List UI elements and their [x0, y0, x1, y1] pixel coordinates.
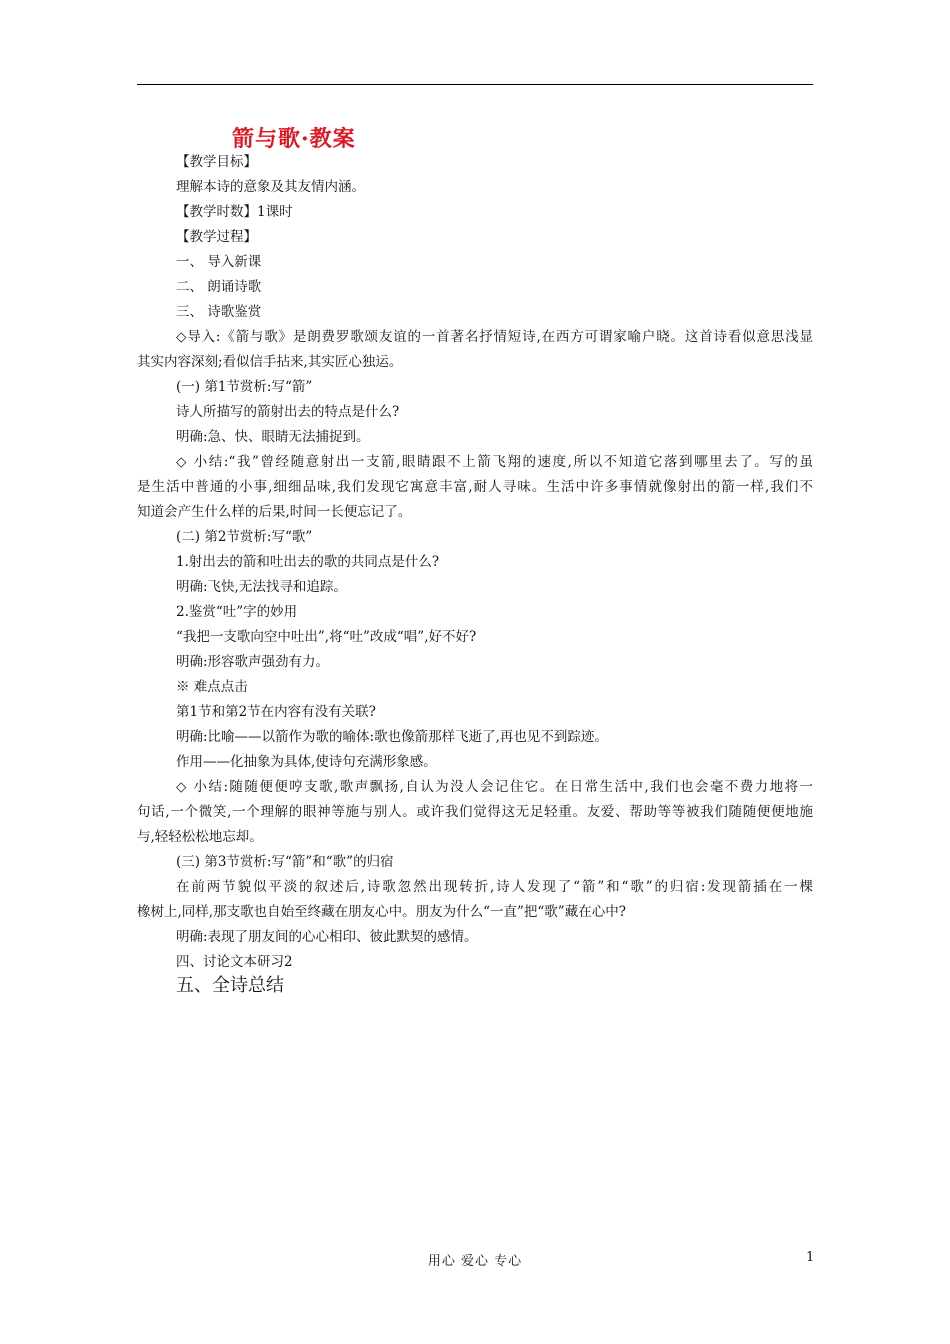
- list-item: 五、全诗总结: [176, 975, 284, 996]
- paragraph: 明确:飞快,无法找寻和追踪。: [176, 579, 347, 595]
- paragraph: 明确:比喻——以箭作为歌的喻体:歌也像箭那样飞逝了,再也见不到踪迹。: [176, 729, 608, 745]
- list-item: 三、 诗歌鉴赏: [176, 304, 262, 320]
- section-heading: (一) 第1节赏析:写“箭”: [176, 379, 313, 395]
- page-number: 1: [806, 1250, 815, 1265]
- paragraph: 明确:形容歌声强劲有力。: [176, 654, 330, 670]
- paragraph: 诗人所描写的箭射出去的特点是什么?: [176, 404, 400, 420]
- section-heading: (三) 第3节赏析:写“箭”和“歌”的归宿: [176, 854, 394, 870]
- heading-teaching-process: 【教学过程】: [176, 229, 257, 245]
- section-heading: (二) 第2节赏析:写“歌”: [176, 529, 313, 545]
- paragraph-line: 知道会产生什么样的后果,时间一长便忘记了。: [137, 504, 412, 520]
- list-item: 四、讨论文本研习2: [176, 954, 293, 970]
- header-rule: [137, 84, 813, 85]
- list-item: 一、 导入新课: [176, 254, 262, 270]
- paragraph-line: 在前两节貌似平淡的叙述后,诗歌忽然出现转折,诗人发现了“箭”和“歌”的归宿:发现箭插在一棵: [176, 879, 813, 895]
- paragraph-line: ◇ 小结:随随便便哼支歌,歌声飘扬,自认为没人会记住它。在日常生活中,我们也会毫不费力地将一: [176, 779, 813, 795]
- heading-teaching-goals: 【教学目标】: [176, 154, 257, 170]
- paragraph-line: ◇导入:《箭与歌》是朗费罗歌颂友谊的一首著名抒情短诗,在西方可谓家喻户晓。这首诗看似意思浅显: [176, 329, 813, 345]
- paragraph-line: 句话,一个微笑,一个理解的眼神等施与别人。或许我们觉得这无足轻重。友爱、帮助等等被我们随随便便地施: [137, 804, 813, 820]
- paragraph: ※ 难点点击: [176, 679, 248, 695]
- paragraph-line: ◇ 小结:“我”曾经随意射出一支箭,眼睛跟不上箭飞翔的速度,所以不知道它落到哪里去了。写的虽: [176, 454, 813, 470]
- paragraph: 明确:表现了朋友间的心心相印、彼此默契的感情。: [176, 929, 478, 945]
- paragraph-line: 是生活中普通的小事,细细品味,我们发现它寓意丰富,耐人寻味。生活中许多事情就像射出的箭一样,我们不: [137, 479, 813, 495]
- paragraph: 2.鉴赏“吐”字的妙用: [176, 604, 298, 620]
- paragraph: 作用——化抽象为具体,使诗句充满形象感。: [176, 754, 437, 770]
- paragraph: 第1节和第2节在内容有没有关联?: [176, 704, 376, 720]
- page-title: 箭与歌·教案: [232, 126, 356, 152]
- paragraph: “我把一支歌向空中吐出”,将“吐”改成“唱”,好不好?: [176, 629, 477, 645]
- list-item: 二、 朗诵诗歌: [176, 279, 262, 295]
- paragraph: 理解本诗的意象及其友情内涵。: [176, 179, 365, 195]
- paragraph-line: 与,轻轻松松地忘却。: [137, 829, 263, 845]
- paragraph: 1.射出去的箭和吐出去的歌的共同点是什么?: [176, 554, 440, 570]
- paragraph-line: 其实内容深刻;看似信手拈来,其实匠心独运。: [137, 354, 403, 370]
- paragraph-line: 橡树上,同样,那支歌也自始至终藏在朋友心中。朋友为什么“一直”把“歌”藏在心中?: [137, 904, 626, 920]
- footer-text: 用心 爱心 专心: [427, 1254, 523, 1269]
- heading-teaching-hours: 【教学时数】1课时: [176, 204, 293, 220]
- paragraph: 明确:急、快、眼睛无法捕捉到。: [176, 429, 370, 445]
